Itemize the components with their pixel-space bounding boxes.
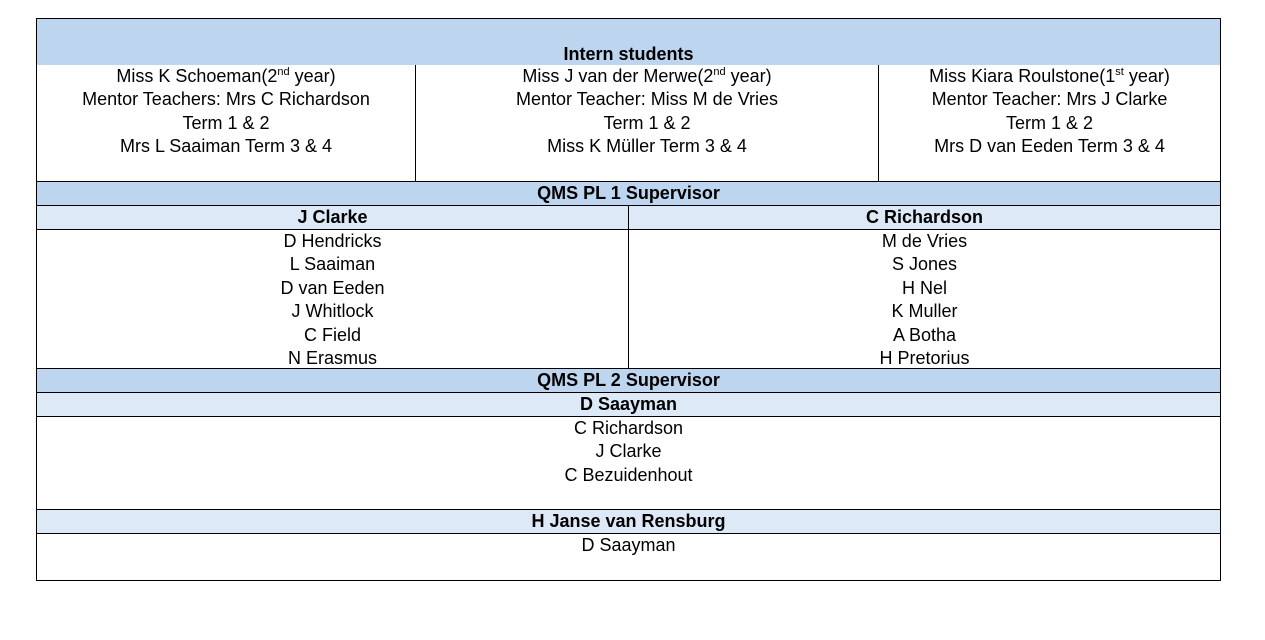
pl1-supervisor-name: C Richardson: [628, 206, 1220, 229]
intern-student-term34: Mrs L Saaiman Term 3 & 4: [119, 136, 333, 157]
list-item: K Muller: [891, 301, 958, 322]
list-item: D van Eeden: [280, 277, 385, 298]
intern-student-name: Miss J van der Merwe(2nd year): [522, 66, 772, 86]
pl1-member-list: [628, 230, 1220, 368]
list-item: D Hendricks: [283, 231, 382, 251]
pl2-supervisor-row: [36, 393, 1221, 417]
pl1-title-row: [36, 182, 1221, 206]
intern-student-term12: Term 1 & 2: [603, 112, 691, 133]
intern-student-term34: Mrs D van Eeden Term 3 & 4: [934, 136, 1165, 157]
list-item: J Clarke: [595, 441, 662, 462]
list-item: M de Vries: [881, 231, 968, 251]
pl2-title: QMS PL 2 Supervisor: [537, 370, 720, 390]
list-item: C Bezuidenhout: [564, 464, 693, 485]
list-item: C Field: [303, 324, 361, 345]
list-item: H Pretorius: [879, 348, 970, 369]
intern-student-term12: Term 1 & 2: [1005, 112, 1094, 133]
list-item: D Saayman: [581, 535, 676, 555]
intern-student-mentor: Mentor Teachers: Mrs C Richardson: [82, 89, 370, 110]
pl1-title: QMS PL 1 Supervisor: [537, 183, 720, 203]
intern-student-term12: Term 1 & 2: [182, 112, 270, 133]
pl1-supervisor-name: J Clarke: [297, 207, 368, 227]
intern-student-cell: [415, 65, 878, 181]
intern-student-term34: Miss K Müller Term 3 & 4: [547, 136, 747, 157]
intern-title: Intern students: [563, 44, 694, 64]
intern-student-mentor: Mentor Teacher: Miss M de Vries: [515, 89, 779, 110]
intern-student-name: Miss K Schoeman(2nd year): [116, 66, 336, 86]
pl2-supervisor-name: D Saayman: [579, 394, 678, 414]
list-item: A Botha: [892, 324, 957, 345]
pl3-members-row: [36, 534, 1221, 581]
list-item: J Whitlock: [291, 301, 374, 322]
pl3-supervisor-row: [36, 510, 1221, 534]
intern-student-cell: [37, 65, 415, 181]
pl1-supervisors-row: [36, 206, 1221, 230]
pl2-members-row: [36, 417, 1221, 510]
intern-title-row: [36, 18, 1221, 66]
pl2-title-row: [36, 369, 1221, 393]
list-item: N Erasmus: [287, 348, 377, 369]
pl3-member-list: [37, 534, 1220, 580]
intern-student-name: Miss Kiara Roulstone(1st year): [929, 66, 1170, 86]
intern-students-row: [36, 65, 1221, 182]
list-item: H Nel: [901, 277, 947, 298]
pl1-member-list: [37, 230, 628, 368]
list-item: C Richardson: [573, 418, 684, 438]
intern-student-cell: [878, 65, 1220, 181]
list-item: S Jones: [891, 254, 958, 275]
list-item: L Saaiman: [289, 254, 376, 275]
pl3-supervisor-name: H Janse van Rensburg: [531, 511, 726, 531]
intern-student-mentor: Mentor Teacher: Mrs J Clarke: [931, 89, 1168, 110]
pl2-member-list: [37, 417, 1220, 509]
pl1-members-row: [36, 230, 1221, 369]
supervision-table: [36, 18, 1221, 580]
